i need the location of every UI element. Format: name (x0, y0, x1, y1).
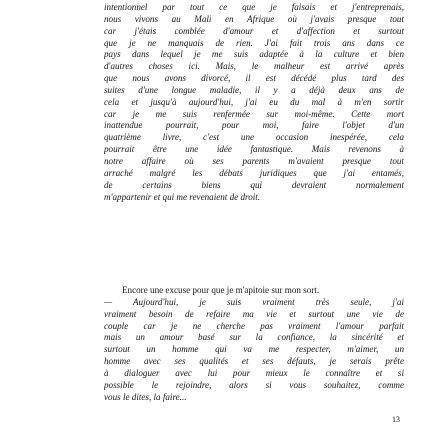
page-number: 13 (392, 415, 400, 424)
text-line: m'appartenir et qui me revenaient de droit. (104, 191, 261, 202)
paragraph-2 (104, 285, 404, 403)
text-line: Encore une excuse pour que je m'apitoie sur mon sort. (122, 285, 320, 295)
paragraph-1 (104, 2, 404, 203)
book-page (104, 2, 404, 430)
text-line: arraché malgré les débats juridiques que j'ai entamés, (104, 167, 404, 178)
text-line: pays dans lequel je me suis adaptée à la culture et bien (104, 49, 404, 60)
text-line: suites d'une longue maladie, il y a déjà deux ans de (104, 84, 404, 95)
text-line: d'autres choses ici. Mais, le malheur est arrivé après (104, 61, 404, 72)
text-line: que nous avons divorcé, il est décédé plus tard des (104, 73, 404, 84)
text-line: car je me suis renfermée sur moi-même. Cette mort (104, 108, 404, 119)
text-line: inattendue pourrait, pour moi, faire l'objet d'un (104, 120, 404, 131)
text-line: homme avec ses qualités et ses défauts, je serais prête (104, 356, 404, 367)
text-line: mais un amour basé sur la confiance, la sincérité et (104, 332, 404, 343)
text-line: nous vivons au Mali en Afrique où j'avais presque tout (104, 13, 404, 24)
text-line: intentionnel par tout ce que je faisais et j'entreprenais, (104, 2, 404, 12)
text-line: pourrait être une idée fantastique. Mais revenons à (104, 144, 404, 155)
text-line: cela et jusqu'à aujourd'hui, j'ai eu du mal à m'en sortir (104, 96, 404, 107)
text-line: vous le dites, la faire... (104, 391, 187, 402)
text-line: — Aujourd'hui, je suis vraiment très seule, j'ai (104, 296, 404, 307)
text-line: notre affaire où ses parents m'avaient presque tout (104, 155, 404, 166)
text-line: surtout un homme qui va me respecter, m'aimer, un (104, 344, 404, 355)
text-line: de certains biens qui devraient normalement (104, 179, 404, 190)
text-line: couple car je ne cherche pas vraiment l'amour parfait (104, 320, 404, 331)
text-line: car j'étais comblée d'amour et d'affection et surtout (104, 25, 404, 36)
text-line: que je ne manquais de rien. J'ai fait trois ans dans ce (104, 37, 404, 48)
text-line: possible le rejoindre, alors si vous souhaitez, comme (104, 379, 404, 390)
text-line: quatrième livre, c'est une occasion inespérée, cela (104, 132, 404, 143)
text-line: à dialoguer avec lui pour mieux le connaître et si (104, 367, 404, 378)
text-line: vraiment besoin de refaire ma vie et surtout une vie de (104, 308, 404, 319)
